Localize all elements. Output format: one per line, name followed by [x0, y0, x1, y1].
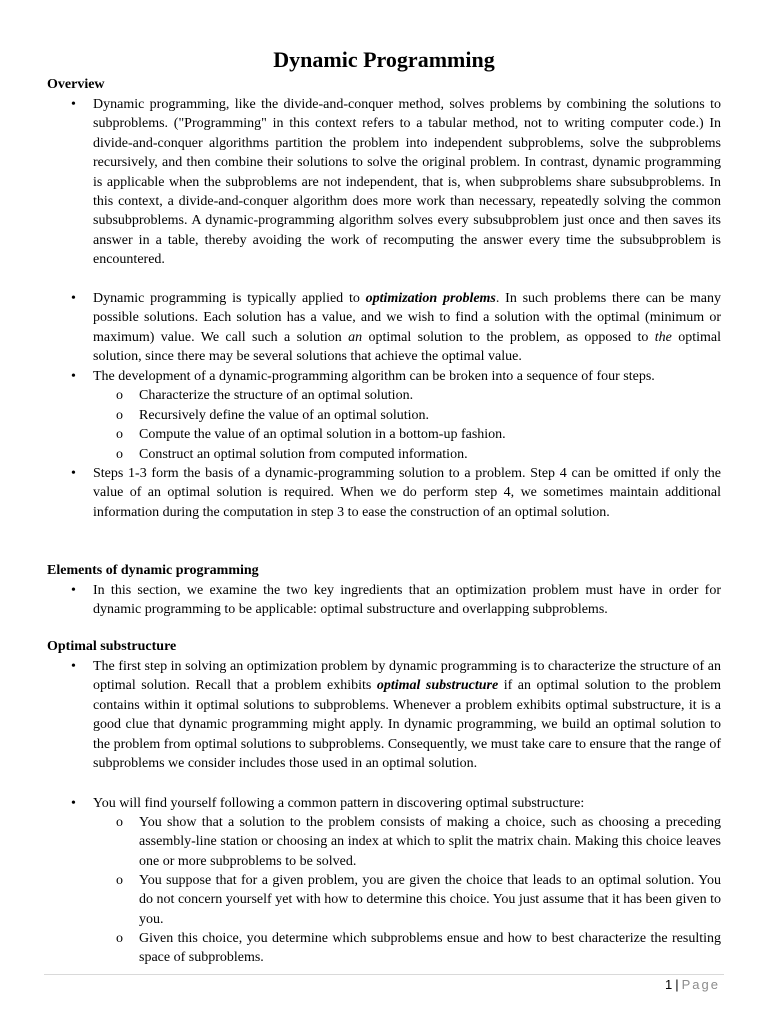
substructure-bullet-2: • You will find yourself following a common pattern in discovering optimal substructure: [93, 794, 721, 813]
step-item-4: o Construct an optimal solution from computed information. [139, 445, 721, 464]
page-title: Dynamic Programming [273, 47, 495, 72]
text-run: The first step in solving an optimization problem by dynamic programming is to characterize the structure of an optimal solution. Recall that a problem exhibits [93, 659, 721, 694]
page-label: Page [681, 977, 720, 992]
emphasis-the: the [654, 329, 672, 345]
pattern-item-2: o You suppose that for a given problem, you are given the choice that leads to an optimal solution. You do not concern yourself yet with how to determine this choice. You just assume that it has been given to you. [139, 871, 721, 929]
step-item-3: o Compute the value of an optimal solution in a bottom-up fashion. [139, 425, 721, 444]
overview-bullet-4: • Steps 1-3 form the basis of a dynamic-programming solution to a problem. Step 4 can be omitted if only the value of an optimal solution is required. When we do perform step 4, we sometimes maintain additional information during the computation in step 3 to ease the construction of an optimal solution. [93, 464, 721, 522]
step-item-1: o Characterize the structure of an optimal solution. [139, 386, 721, 405]
text-run: optimal solution, since there may be several solutions that achieve the optimal value. [93, 329, 721, 365]
pattern-item-1: o You show that a solution to the problem consists of making a choice, such as choosing a preceding assembly-line station or choosing an index at which to split the matrix chain. Making this choice leaves one or more subproblems to be solved. [139, 813, 721, 871]
text-run: optimal solution to the problem, as opposed to [362, 329, 655, 345]
overview-bullet-2 [93, 289, 721, 367]
page-number: 1 [665, 977, 673, 992]
heading-optimal-substructure: Optimal substructure [47, 639, 177, 654]
overview-bullet-1: • Dynamic programming, like the divide-and-conquer method, solves problems by combining the solutions to subproblems. ("Programming" in this context refers to a tabular method, not to writing computer code.) In divide-and-conquer algorithms partition the problem into independent subproblems, solve the subproblems recursively, and then combine their solutions to solve the original problem. In contrast, dynamic programming is applicable when the subproblems are not independent, that is, when subproblems share subsubproblems. In this context, a divide-and-conquer algorithm does more work than necessary, repeatedly solving the common subsubproblems. A dynamic-programming algorithm solves every subsubproblem just once and then saves its answer in a table, thereby avoiding the work of recomputing the answer every time the subsubproblem is encountered. [93, 95, 721, 270]
page-footer [665, 977, 720, 993]
heading-overview: Overview [47, 77, 105, 92]
overview-bullet-3: • The development of a dynamic-programming algorithm can be broken into a sequence of four steps. [93, 367, 721, 386]
pattern-item-3: o Given this choice, you determine which subproblems ensue and how to best characterize the resulting space of subproblems. [139, 929, 721, 968]
text-run: if an optimal solution to the problem contains within it optimal solutions to subproblems. Whenever a problem exhibits optimal substructure, it is a good clue that dynamic programming might apply. In dynamic programming, we build an optimal solution to the problem from optimal solutions to subproblems. Consequently, we must take care to ensure that the range of subproblems we consider includes those used in an optimal solution. [93, 678, 722, 772]
elements-bullet: • In this section, we examine the two key ingredients that an optimization problem must have in order for dynamic programming to be applicable: optimal substructure and overlapping subproblems. [93, 581, 721, 620]
term-optimization-problems: optimization problems [365, 291, 496, 306]
footer-separator: | [675, 977, 679, 992]
substructure-bullet-1 [93, 657, 721, 773]
footer-divider [44, 974, 724, 975]
text-run: Dynamic programming is typically applied to [93, 291, 366, 306]
text-run: . In such problems there can be many possible solutions. Each solution has a value, and we wish to find a solution with the optimal (minimum or maximum) value. We call such a solution [93, 291, 722, 345]
emphasis-an: an [348, 329, 363, 345]
heading-elements: Elements of dynamic programming [47, 563, 259, 578]
step-item-2: o Recursively define the value of an optimal solution. [139, 406, 721, 425]
term-optimal-substructure: optimal substructure [376, 678, 499, 694]
